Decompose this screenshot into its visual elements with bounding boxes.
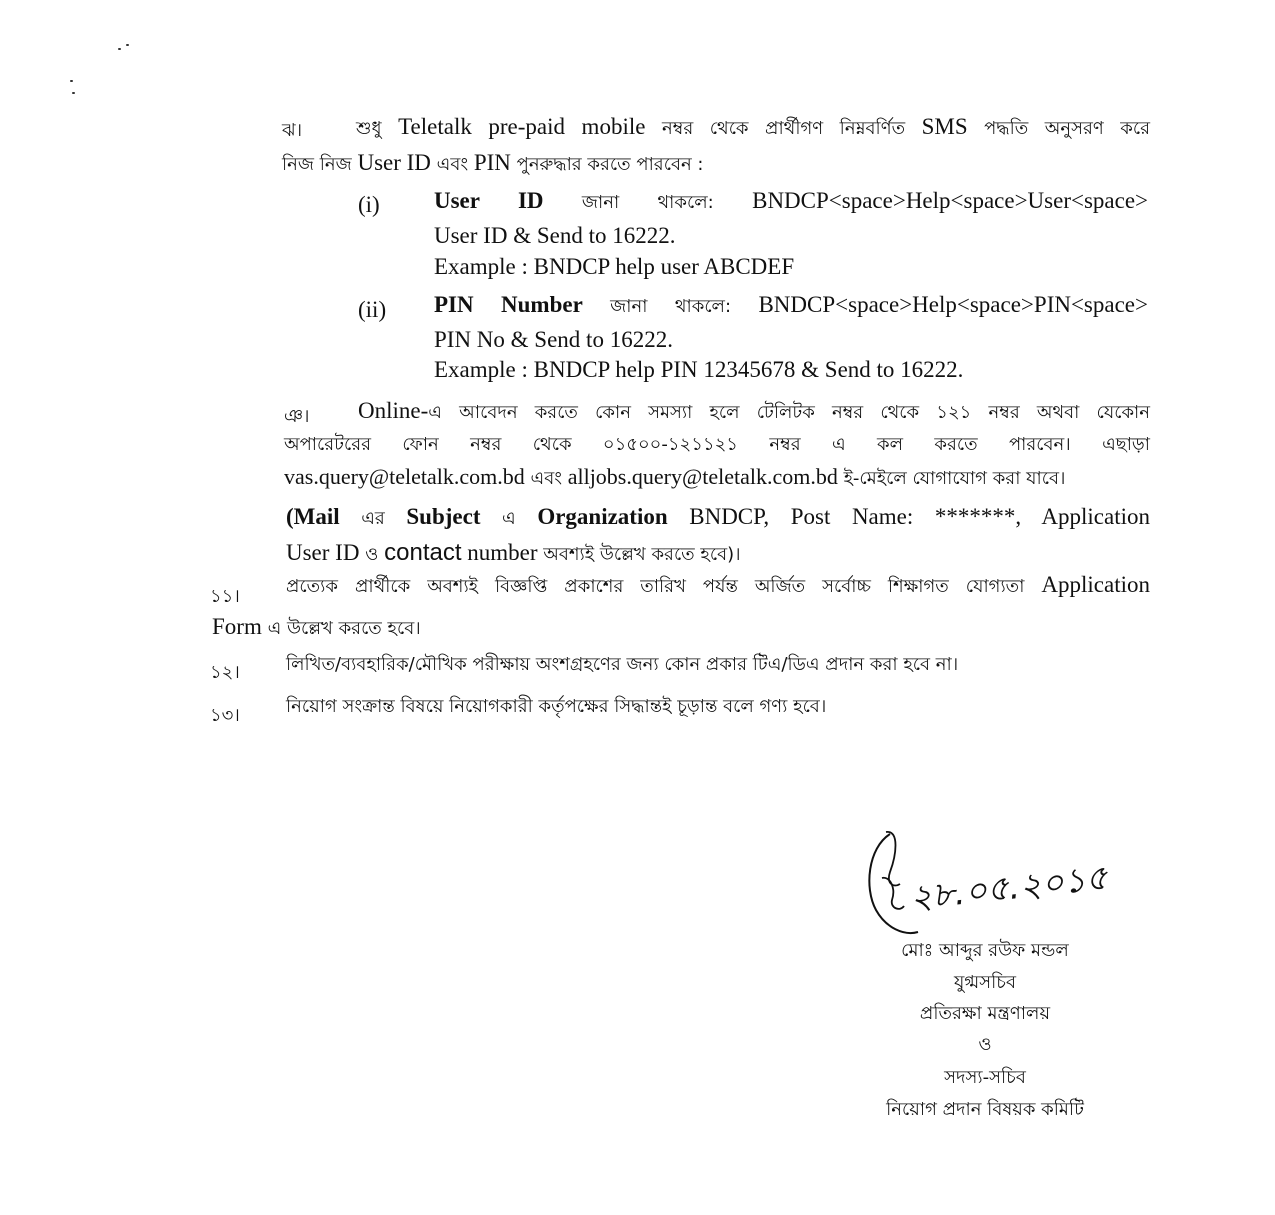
section-nya-line3: vas.query@teletalk.com.bd এবং alljobs.query@teletalk.com.bd ই-মেইলে যোগাযোগ করা যাবে। xyxy=(284,464,1066,489)
item-i-marker: (i) xyxy=(358,192,380,217)
signature-date: ২৮.০৫.২০১৫ xyxy=(908,857,1110,919)
item-ii-line2: PIN No & Send to 16222. xyxy=(434,327,673,352)
email-alljobs[interactable]: alljobs.query@teletalk.com.bd xyxy=(567,464,838,489)
scan-speck xyxy=(126,44,129,46)
signatory-role: সদস্য-সচিব xyxy=(944,1067,1026,1088)
section-13-marker: ১৩। xyxy=(210,705,240,726)
section-nya-note1: (Mail এর Subject এ Organization BNDCP, Post Name: *******, Application xyxy=(286,504,1150,529)
section-11-marker: ১১। xyxy=(210,586,240,607)
section-nya-marker: ঞ। xyxy=(284,406,310,427)
email-vas[interactable]: vas.query@teletalk.com.bd xyxy=(284,464,525,489)
section-nya-note2: User ID ও contact number অবশ্যই উল্লেখ করতে হবে)। xyxy=(286,539,741,566)
section-jha-line1: শুধু Teletalk pre-paid mobile নম্বর থেকে প্রার্থীগণ নিম্নবর্ণিত SMS পদ্ধতি অনুসরণ করে xyxy=(356,114,1151,139)
signatory-ministry: প্রতিরক্ষা মন্ত্রণালয় xyxy=(919,1003,1051,1024)
item-ii-example: Example : BNDCP help PIN 12345678 & Send to 16222. xyxy=(434,357,964,382)
item-ii-marker: (ii) xyxy=(358,297,387,322)
section-13-text: নিয়োগ সংক্রান্ত বিষয়ে নিয়োগকারী কর্তৃপক্ষের সিদ্ধান্তই চূড়ান্ত বলে গণ্য হবে। xyxy=(286,696,827,717)
section-nya-line2: অপারেটরের ফোন নম্বর থেকে ০১৫০০-১২১১২১ নম্বর এ কল করতে পারবেন। এছাড়া xyxy=(284,434,1150,455)
item-i-line1: User ID জানা থাকলে: BNDCP<space>Help<space>User<space> xyxy=(434,188,1148,213)
section-12-text: লিখিত/ব্যবহারিক/মৌখিক পরীক্ষায় অংশগ্রহণের জন্য কোন প্রকার টিএ/ডিএ প্রদান করা হবে না। xyxy=(286,654,959,675)
section-nya-line1: Online-এ আবেদন করতে কোন সমস্যা হলে টেলিটক নম্বর থেকে ১২১ নম্বর অথবা যেকোন xyxy=(358,398,1150,423)
section-11-line1: প্রত্যেক প্রার্থীকে অবশ্যই বিজ্ঞপ্তি প্রকাশের তারিখ পর্যন্ত অর্জিত সর্বোচ্চ শিক্ষাগত যোগ্যতা Application xyxy=(286,572,1151,597)
scan-speck xyxy=(118,48,121,50)
signatory-title: যুগ্মসচিব xyxy=(953,972,1017,993)
signatory-conjunction: ও xyxy=(978,1034,992,1055)
item-i-example: Example : BNDCP help user ABCDEF xyxy=(434,254,795,279)
section-11-line2: Form এ উল্লেখ করতে হবে। xyxy=(212,614,421,639)
section-12-marker: ১২। xyxy=(210,662,240,683)
signatory-committee: নিয়োগ প্রদান বিষয়ক কমিটি xyxy=(886,1099,1084,1120)
signatory-name: মোঃ আব্দুর রউফ মন্ডল xyxy=(901,940,1069,961)
section-jha-marker: ঝ। xyxy=(282,120,303,141)
scan-speck xyxy=(72,92,75,94)
scan-speck xyxy=(70,80,73,82)
item-ii-line1: PIN Number জানা থাকলে: BNDCP<space>Help<space>PIN<space> xyxy=(434,292,1148,317)
section-jha-line2: নিজ নিজ User ID এবং PIN পুনরুদ্ধার করতে পারবেন : xyxy=(282,150,704,175)
item-i-line2: User ID & Send to 16222. xyxy=(434,223,676,248)
